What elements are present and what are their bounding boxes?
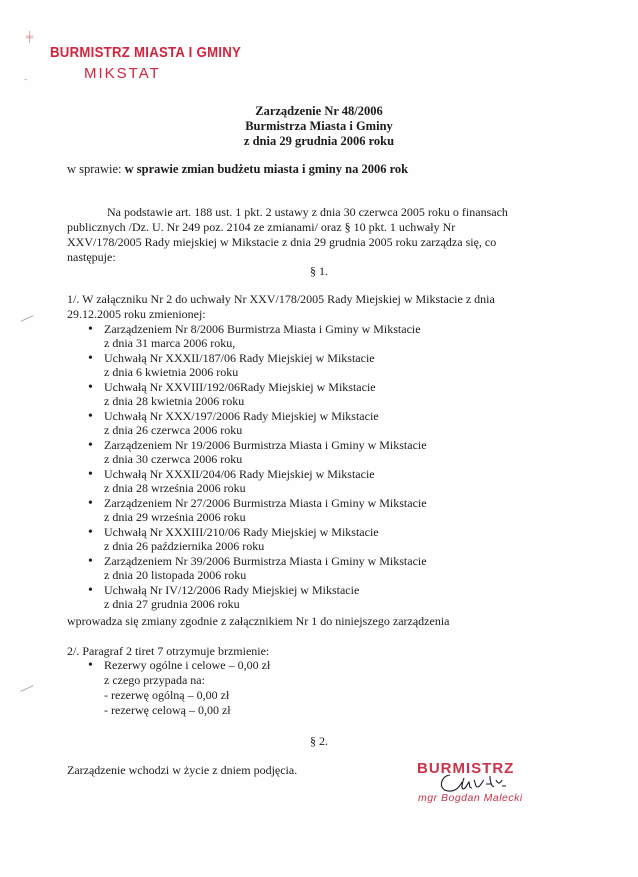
bullet-icon: • — [88, 525, 93, 540]
document-title: Zarządzenie Nr 48/2006 — [255, 104, 383, 118]
margin-mark-icon: ˷ — [24, 70, 28, 81]
preamble-line: Na podstawie art. 188 ust. 1 pkt. 2 ustawy z dnia 30 czerwca 2005 roku o finansach — [107, 205, 508, 219]
amendment-act: Uchwałą Nr IV/12/2006 Rady Miejskiej w Mikstacie — [104, 583, 360, 597]
amendment-act: Uchwałą Nr XXVIII/192/06Rady Miejskiej w Mikstacie — [104, 380, 376, 394]
amendment-date: z dnia 28 września 2006 roku — [104, 481, 246, 495]
bullet-icon: • — [88, 467, 93, 482]
reserves-sub: z czego przypada na: — [104, 673, 205, 687]
closing-statement: Zarządzenie wchodzi w życie z dniem podjęcia. — [67, 763, 298, 777]
stamp-line-2: MIKSTAT — [84, 65, 161, 82]
amendment-act: Uchwałą Nr XXXIII/210/06 Rady Miejskiej w Mikstacie — [104, 525, 379, 539]
amendment-act: Uchwałą Nr XXXII/204/06 Rady Miejskiej w Mikstacie — [104, 467, 375, 481]
point-1-line: 29.12.2005 roku zmienionej: — [67, 307, 206, 321]
preamble-line: następuje: — [67, 250, 116, 264]
margin-tick — [20, 685, 33, 692]
bullet-icon: • — [88, 554, 93, 569]
amendment-act: Zarządzeniem Nr 27/2006 Burmistrza Miasta i Gminy w Mikstacie — [104, 496, 427, 510]
amendment-date: z dnia 6 kwietnia 2006 roku — [104, 365, 239, 379]
point-2-line: 2/. Paragraf 2 tiret 7 otrzymuje brzmienie: — [67, 644, 270, 658]
bullet-icon: • — [88, 322, 93, 337]
amendment-act: Zarządzeniem Nr 39/2006 Burmistrza Miasta i Gminy w Mikstacie — [104, 554, 427, 568]
amendment-act: Uchwałą Nr XXXII/187/06 Rady Miejskiej w Mikstacie — [104, 351, 375, 365]
bullet-icon: • — [88, 496, 93, 511]
subject-prefix: w sprawie: — [67, 162, 125, 176]
bullet-icon: • — [88, 438, 93, 453]
section-1-heading: § 1. — [310, 264, 328, 278]
bullet-icon: • — [88, 380, 93, 395]
bullet-icon: • — [88, 658, 93, 673]
subject-line — [67, 162, 408, 177]
amendment-date: z dnia 27 grudnia 2006 roku — [104, 597, 240, 611]
subject-text: w sprawie zmian budżetu miasta i gminy na 2006 rok — [124, 162, 409, 176]
document-date: z dnia 29 grudnia 2006 roku — [243, 134, 395, 148]
bullet-icon: • — [88, 583, 93, 598]
amendment-act: Zarządzeniem Nr 8/2006 Burmistrza Miasta i Gminy w Mikstacie — [104, 322, 421, 336]
preamble-line: XXV/178/2005 Rady miejskiej w Mikstacie z dnia 29 grudnia 2005 roku zarządza się, co — [67, 235, 497, 249]
amendment-date: z dnia 30 czerwca 2006 roku — [104, 452, 243, 466]
section-2-heading: § 2. — [310, 734, 328, 748]
point-1-line: 1/. W załączniku Nr 2 do uchwały Nr XXV/178/2005 Rady Miejskiej w Mikstacie z dnia — [67, 292, 495, 306]
amendment-date: z dnia 26 października 2006 roku — [104, 539, 265, 553]
amendment-date: z dnia 31 marca 2006 roku, — [104, 336, 236, 350]
reserves-main: Rezerwy ogólne i celowe – 0,00 zł — [104, 658, 271, 672]
bullet-icon: • — [88, 409, 93, 424]
amendment-act: Zarządzeniem Nr 19/2006 Burmistrza Miasta i Gminy w Mikstacie — [104, 438, 427, 452]
reserves-sub: - rezerwę ogólną – 0,00 zł — [104, 688, 230, 702]
signatory-name: mgr Bogdan Malecki — [418, 792, 523, 804]
amendment-act: Uchwałą Nr XXX/197/2006 Rady Miejskiej w Mikstacie — [104, 409, 379, 423]
amendment-date: z dnia 20 listopada 2006 roku — [104, 568, 247, 582]
amendment-date: z dnia 29 września 2006 roku — [104, 510, 246, 524]
amendment-date: z dnia 26 czerwca 2006 roku — [104, 423, 243, 437]
point-1-conclusion: wprowadza się zmiany zgodnie z załącznikiem Nr 1 do niniejszego zarządzenia — [67, 614, 450, 628]
reserves-sub: - rezerwę celową – 0,00 zł — [104, 703, 231, 717]
margin-tick — [20, 315, 33, 322]
preamble-line: publicznych /Dz. U. Nr 249 poz. 2104 ze zmianami/ oraz § 10 pkt. 1 uchwały Nr — [67, 220, 456, 234]
margin-mark-icon: ╪ — [26, 32, 34, 43]
amendment-date: z dnia 28 kwietnia 2006 roku — [104, 394, 245, 408]
bullet-icon: • — [88, 351, 93, 366]
signature-stamp-title: BURMISTRZ — [417, 760, 515, 777]
document-issuer: Burmistrza Miasta i Gminy — [245, 119, 393, 133]
stamp-line-1: BURMISTRZ MIASTA I GMINY — [50, 44, 242, 61]
